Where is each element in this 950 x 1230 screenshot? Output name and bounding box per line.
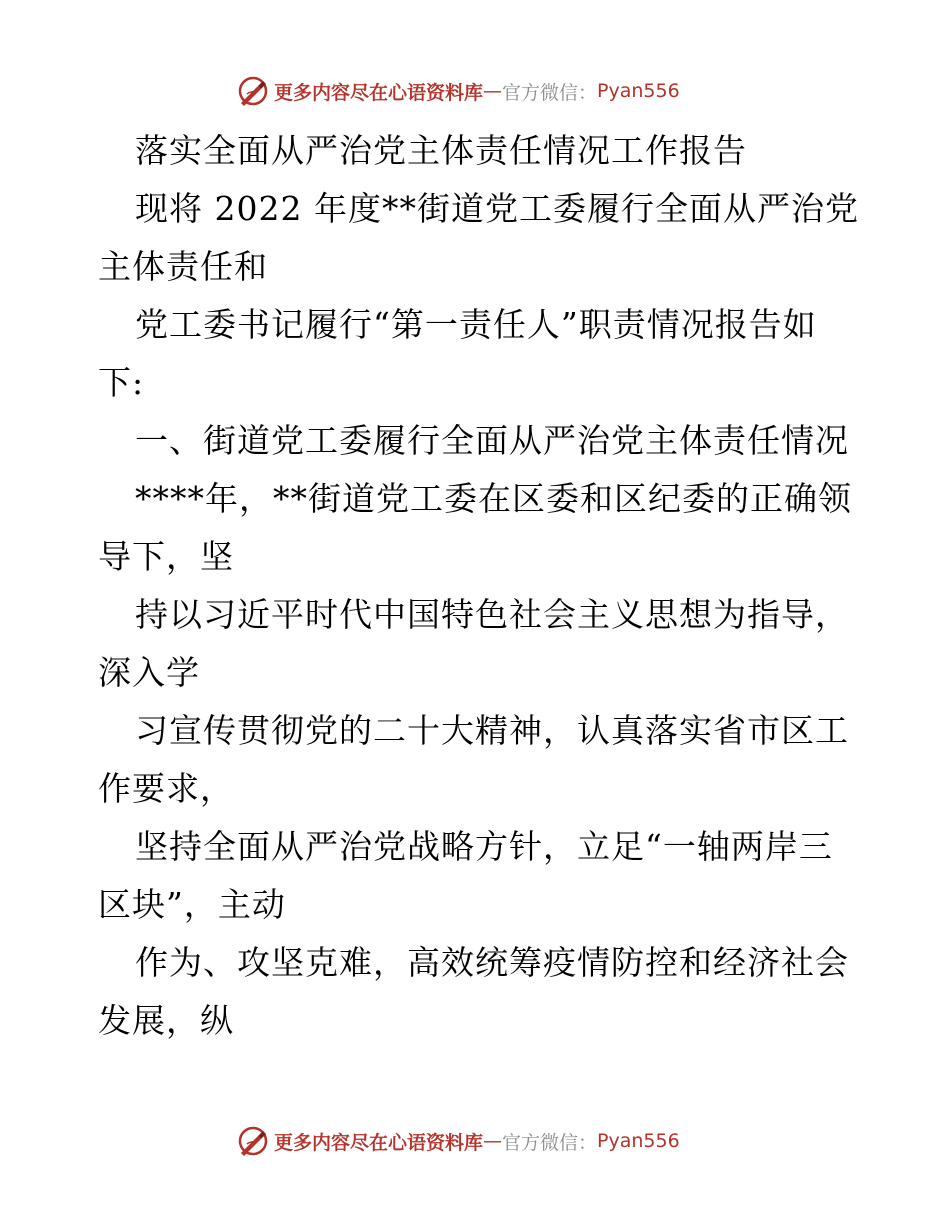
header-watermark xyxy=(236,74,680,108)
section-heading: 一、街道党工委履行全面从严治党主体责任情况 xyxy=(135,421,849,460)
footer-watermark xyxy=(236,1124,680,1158)
paragraph-line: 主体责任和 xyxy=(98,247,268,286)
paragraph-line: 发展，纵 xyxy=(98,1001,234,1040)
pen-logo-icon xyxy=(236,1124,270,1158)
paragraph-line: 持以习近平时代中国特色社会主义思想为指导， xyxy=(135,595,849,634)
watermark-site-name: 更多内容尽在心语资料库 xyxy=(274,1131,484,1154)
paragraph-line: 导下，坚 xyxy=(98,537,234,576)
paragraph-line: 作要求， xyxy=(98,769,234,808)
watermark-wechat-id: Pyan556 xyxy=(597,80,680,102)
paragraph-line: 习宣传贯彻党的二十大精神，认真落实省市区工 xyxy=(135,711,849,750)
paragraph-line: 作为、攻坚克难，高效统筹疫情防控和经济社会 xyxy=(135,943,849,982)
paragraph-line: 深入学 xyxy=(98,653,200,692)
watermark-dash: — xyxy=(483,1130,503,1152)
document-title: 落实全面从严治党主体责任情况工作报告 xyxy=(135,131,747,170)
paragraph-line: 坚持全面从严治党战略方针，立足“一轴两岸三 xyxy=(135,827,833,866)
paragraph-line: 下: xyxy=(98,363,145,402)
watermark-site-name: 更多内容尽在心语资料库 xyxy=(274,81,484,104)
paragraph-line: 区块”，主动 xyxy=(98,885,286,924)
paragraph-line: 党工委书记履行“第一责任人”职责情况报告如 xyxy=(135,305,817,344)
paragraph-line: ****年，**街道党工委在区委和区纪委的正确领 xyxy=(135,479,852,518)
watermark-dash: — xyxy=(483,80,503,102)
paragraph-line: 现将 2022 年度**街道党工委履行全面从严治党 xyxy=(135,189,859,228)
watermark-wechat-label: 官方微信： xyxy=(502,81,598,104)
document-body xyxy=(98,122,858,1050)
watermark-wechat-label: 官方微信： xyxy=(502,1131,598,1154)
watermark-wechat-id: Pyan556 xyxy=(597,1130,680,1152)
pen-logo-icon xyxy=(236,74,270,108)
